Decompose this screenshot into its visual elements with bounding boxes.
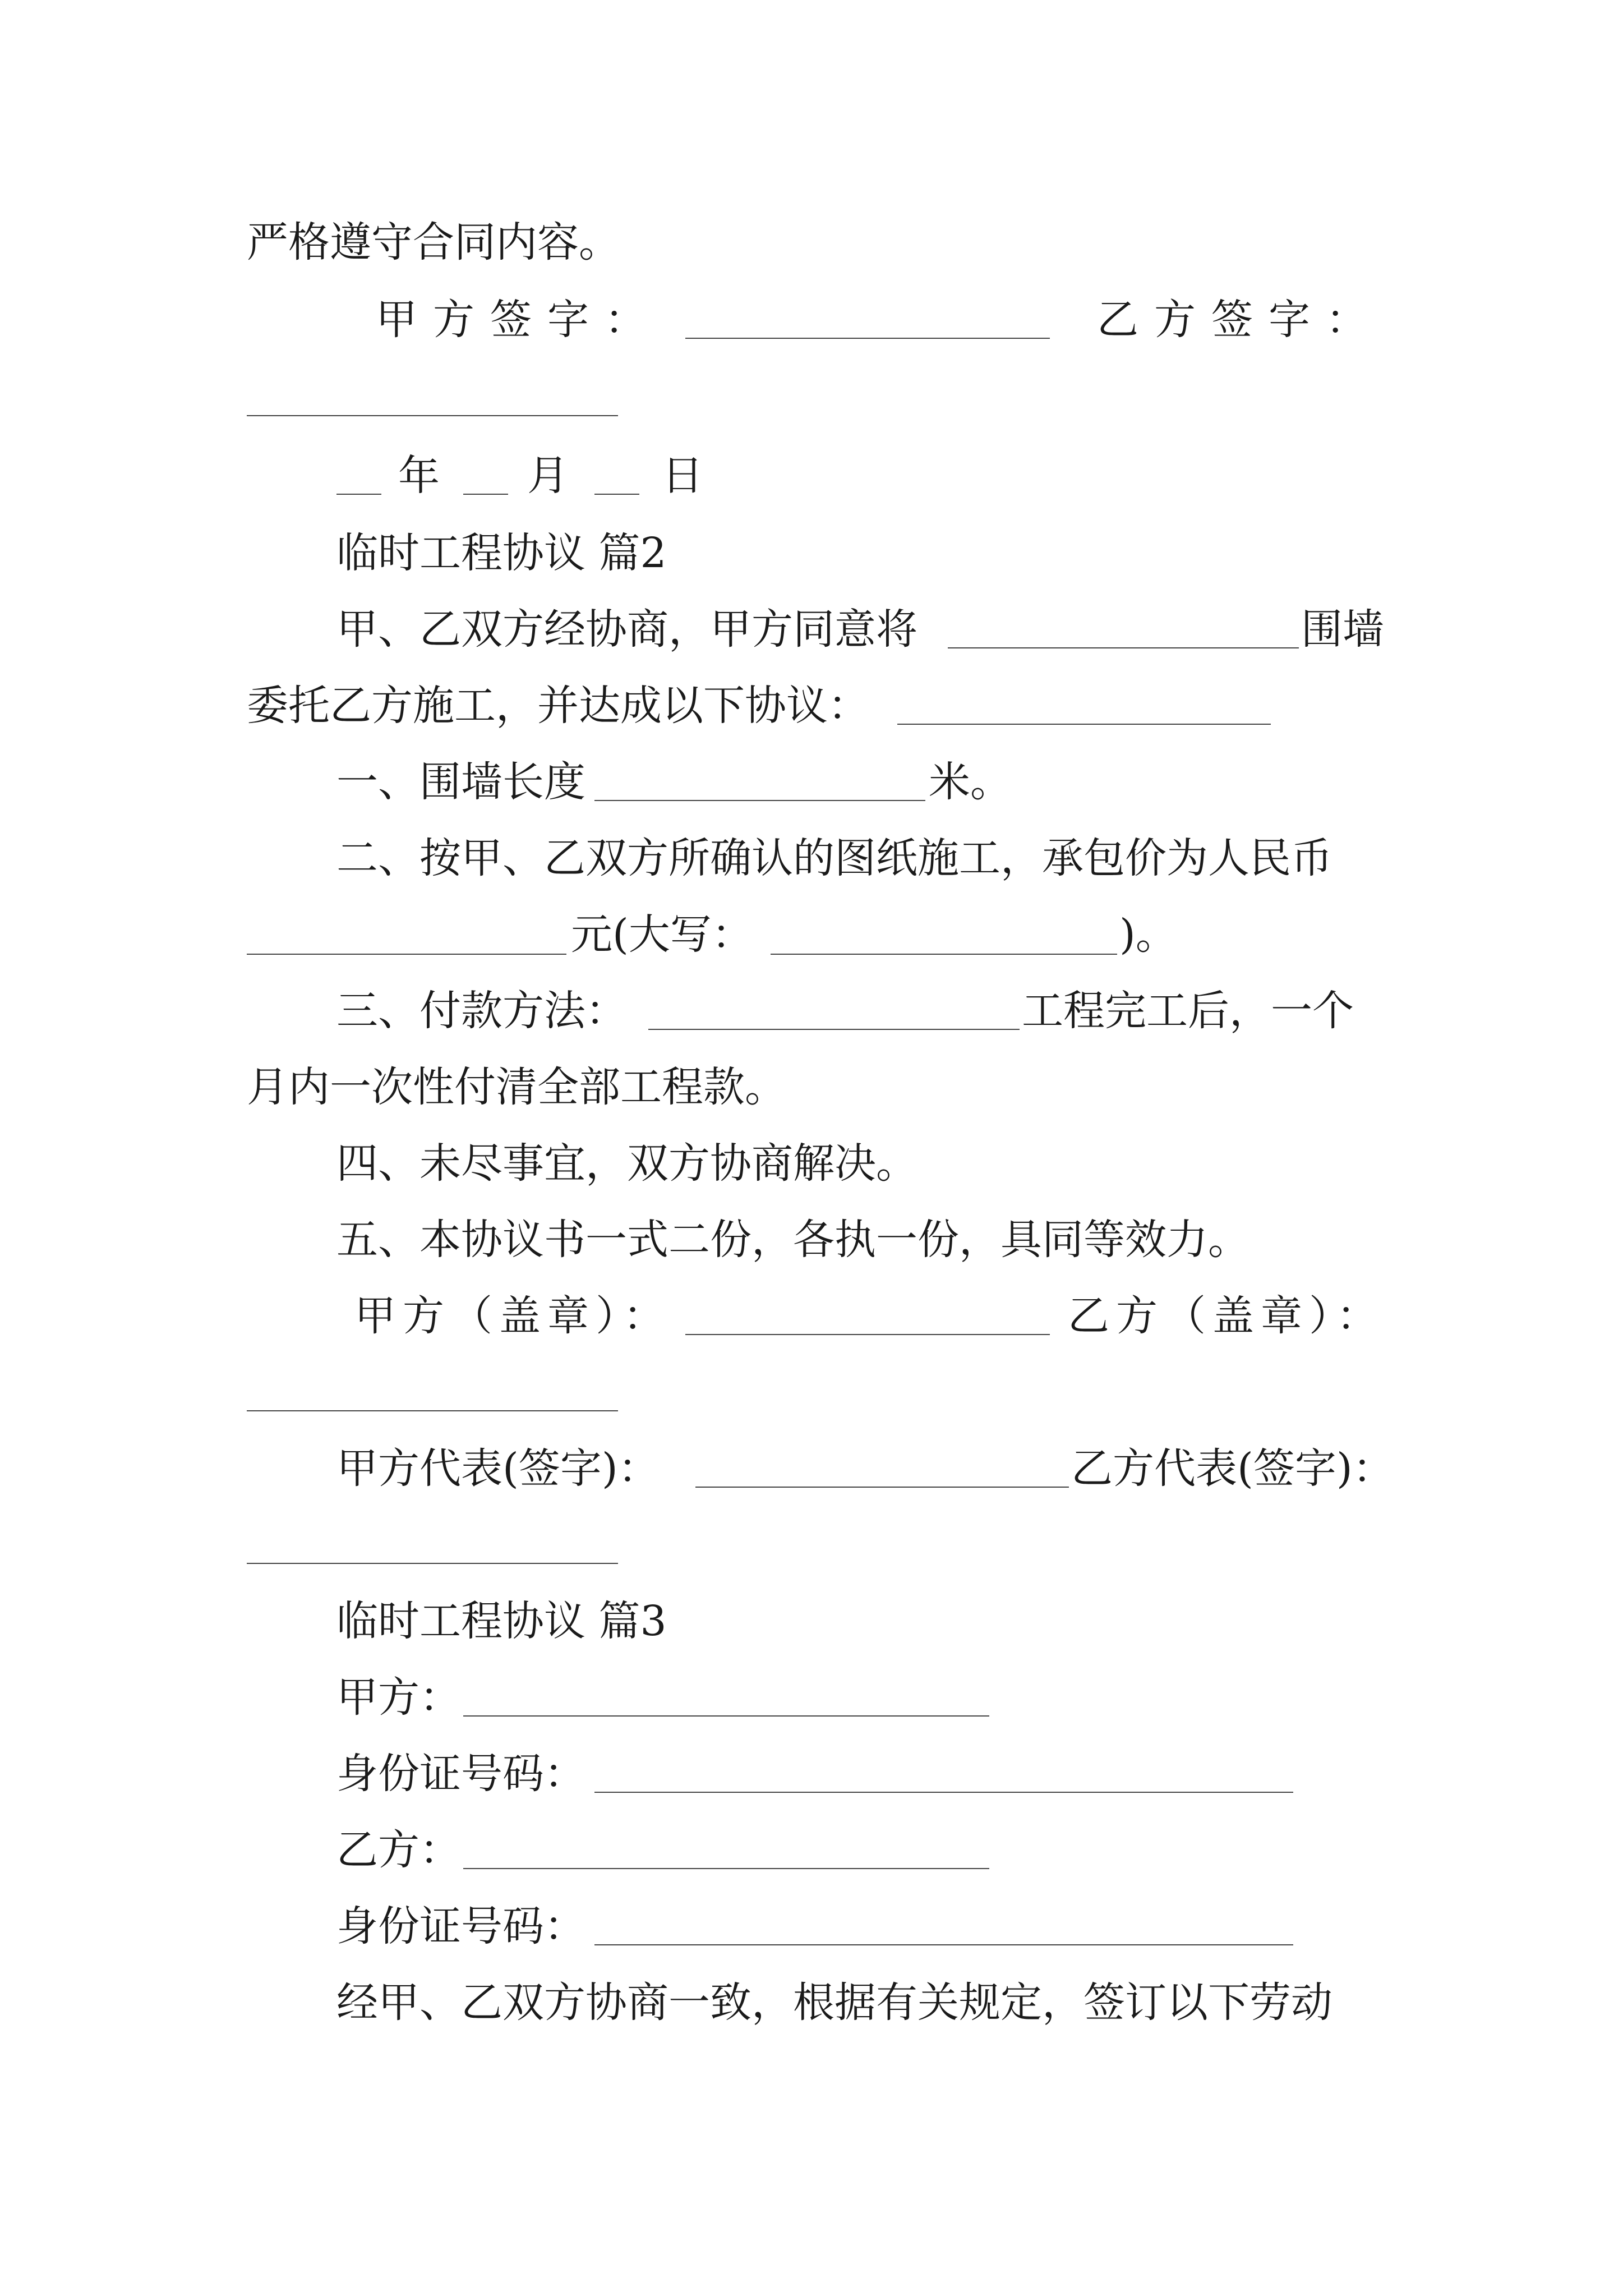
rep-line-b	[1071, 1435, 1394, 1502]
payment-method-blank[interactable]	[648, 1029, 1020, 1030]
party-a-seal-label: 甲方（盖章）：	[354, 1292, 671, 1340]
paragraph-text: 三、付款方法：	[336, 987, 627, 1035]
paragraph-text: )。	[1119, 910, 1177, 959]
year-label: 年	[398, 452, 440, 500]
text-line	[336, 977, 627, 1045]
agreement-blank[interactable]	[897, 724, 1271, 725]
text-line	[247, 672, 869, 739]
text-line	[336, 1130, 917, 1197]
day-blank[interactable]	[594, 494, 639, 495]
party-b-rep-blank[interactable]	[247, 1563, 618, 1564]
price-blank[interactable]	[247, 954, 566, 955]
party-a-name-blank[interactable]	[463, 1715, 989, 1717]
text-line	[1022, 977, 1354, 1045]
paragraph-text: 元(大写：	[571, 910, 753, 959]
text-line	[247, 1053, 786, 1121]
year-blank[interactable]	[336, 494, 381, 495]
signature-line-a	[376, 286, 662, 353]
paragraph-text: 五、本协议书一式二份，各执一份，具同等效力。	[336, 1216, 1249, 1264]
party-b-label: 乙方：	[336, 1826, 461, 1874]
paragraph-text: 二、按甲、乙双方所确认的图纸施工，承包价为人民币	[336, 834, 1332, 882]
party-a-signature-blank[interactable]	[685, 338, 1050, 339]
party-b-signature-label: 乙方签字：	[1097, 296, 1383, 344]
seal-line-b	[1068, 1282, 1385, 1350]
paragraph-text: 四、未尽事宜，双方协商解决。	[336, 1139, 917, 1188]
party-b-name-line	[336, 1816, 461, 1884]
paragraph-text: 委托乙方施工，并达成以下协议：	[247, 682, 869, 730]
date-month	[527, 442, 569, 509]
id-number-label: 身份证号码：	[336, 1902, 585, 1950]
party-a-label: 甲方：	[336, 1673, 461, 1722]
id-number-label: 身份证号码：	[336, 1750, 585, 1798]
paragraph-text: 甲、乙双方经协商，甲方同意将	[336, 605, 917, 654]
text-line	[336, 596, 917, 663]
party-a-signature-label: 甲方签字：	[376, 296, 662, 344]
section-title	[336, 519, 667, 587]
paragraph-text: 一、围墙长度	[336, 758, 585, 806]
text-line	[1301, 596, 1384, 663]
party-a-id-line	[336, 1740, 585, 1807]
party-b-signature-blank[interactable]	[247, 415, 618, 416]
date-day	[662, 442, 703, 509]
rep-line-a	[336, 1435, 660, 1502]
project-blank[interactable]	[948, 647, 1299, 648]
paragraph-text: 月内一次性付清全部工程款。	[247, 1063, 786, 1111]
party-b-id-blank[interactable]	[594, 1944, 1293, 1945]
party-b-name-blank[interactable]	[463, 1868, 989, 1869]
text-line	[336, 825, 1332, 892]
seal-line-a	[354, 1282, 671, 1350]
paragraph-text: 严格遵守合同内容。	[247, 218, 620, 266]
paragraph-text: 经甲、乙双方协商一致，根据有关规定，签订以下劳动	[336, 1978, 1332, 2027]
party-a-rep-blank[interactable]	[695, 1487, 1069, 1488]
section-title	[336, 1588, 667, 1655]
party-b-rep-label: 乙方代表(签字)：	[1071, 1444, 1394, 1493]
month-label: 月	[527, 452, 569, 500]
price-uppercase-blank[interactable]	[771, 954, 1117, 955]
paragraph-text: 米。	[929, 758, 1012, 806]
text-line	[336, 1206, 1249, 1273]
text-line	[336, 748, 585, 816]
section-title-text: 临时工程协议 篇2	[336, 529, 667, 577]
signature-line-b	[1097, 286, 1383, 353]
party-b-id-line	[336, 1893, 585, 1960]
month-blank[interactable]	[463, 494, 508, 495]
party-b-seal-blank[interactable]	[247, 1410, 618, 1411]
party-b-seal-label: 乙方（盖章）：	[1068, 1292, 1385, 1340]
text-line	[247, 209, 620, 276]
wall-length-blank[interactable]	[594, 800, 925, 801]
section-title-text: 临时工程协议 篇3	[336, 1597, 667, 1645]
day-label: 日	[662, 452, 703, 500]
paragraph-text: 工程完工后，一个	[1022, 987, 1354, 1035]
text-line	[336, 1969, 1332, 2036]
text-line	[1119, 901, 1177, 968]
text-line	[571, 901, 753, 968]
text-line	[929, 748, 1012, 816]
party-a-rep-label: 甲方代表(签字)：	[336, 1444, 660, 1493]
party-a-id-blank[interactable]	[594, 1792, 1293, 1793]
party-a-name-line	[336, 1664, 461, 1731]
date-year	[398, 442, 440, 509]
party-a-seal-blank[interactable]	[685, 1334, 1050, 1335]
paragraph-text: 围墙	[1301, 605, 1384, 654]
